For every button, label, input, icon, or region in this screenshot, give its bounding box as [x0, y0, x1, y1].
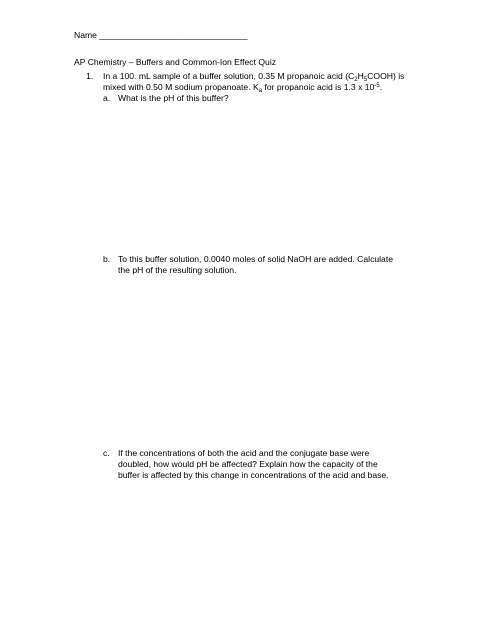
part-b-line-2: the pH of the resulting solution. — [118, 265, 237, 275]
part-c-letter: c. — [103, 448, 110, 458]
part-a-text: What is the pH of this buffer? — [118, 93, 229, 103]
part-a-letter: a. — [103, 93, 111, 103]
name-label: Name — [74, 30, 97, 40]
question-1-line-2: mixed with 0.50 M sodium propanoate. $K_a$ for propanoic acid is 1.3 x $10^{-5}$. — [103, 82, 383, 94]
part-b-line-1: To this buffer solution, 0.0040 moles of solid NaOH are added. Calculate — [118, 254, 393, 264]
quiz-title: AP Chemistry – Buffers and Common-Ion Effect Quiz — [74, 57, 277, 67]
question-1-line-1: In a 100. mL sample of a buffer solution, 0.35 M propanoic acid $(C_2H_5COOH)$ is — [103, 71, 405, 83]
name-blank: _______________________________ — [99, 30, 248, 40]
question-1-number: 1. — [86, 71, 94, 81]
part-c-line-2: doubled, how would pH be affected? Explain how the capacity of the — [118, 459, 378, 469]
part-c-line-3: buffer is affected by this change in concentrations of the acid and base. — [118, 470, 389, 480]
name-line — [74, 30, 248, 41]
part-c-line-1: If the concentrations of both the acid and the conjugate base were — [118, 448, 370, 458]
part-b-letter: b. — [103, 254, 111, 264]
